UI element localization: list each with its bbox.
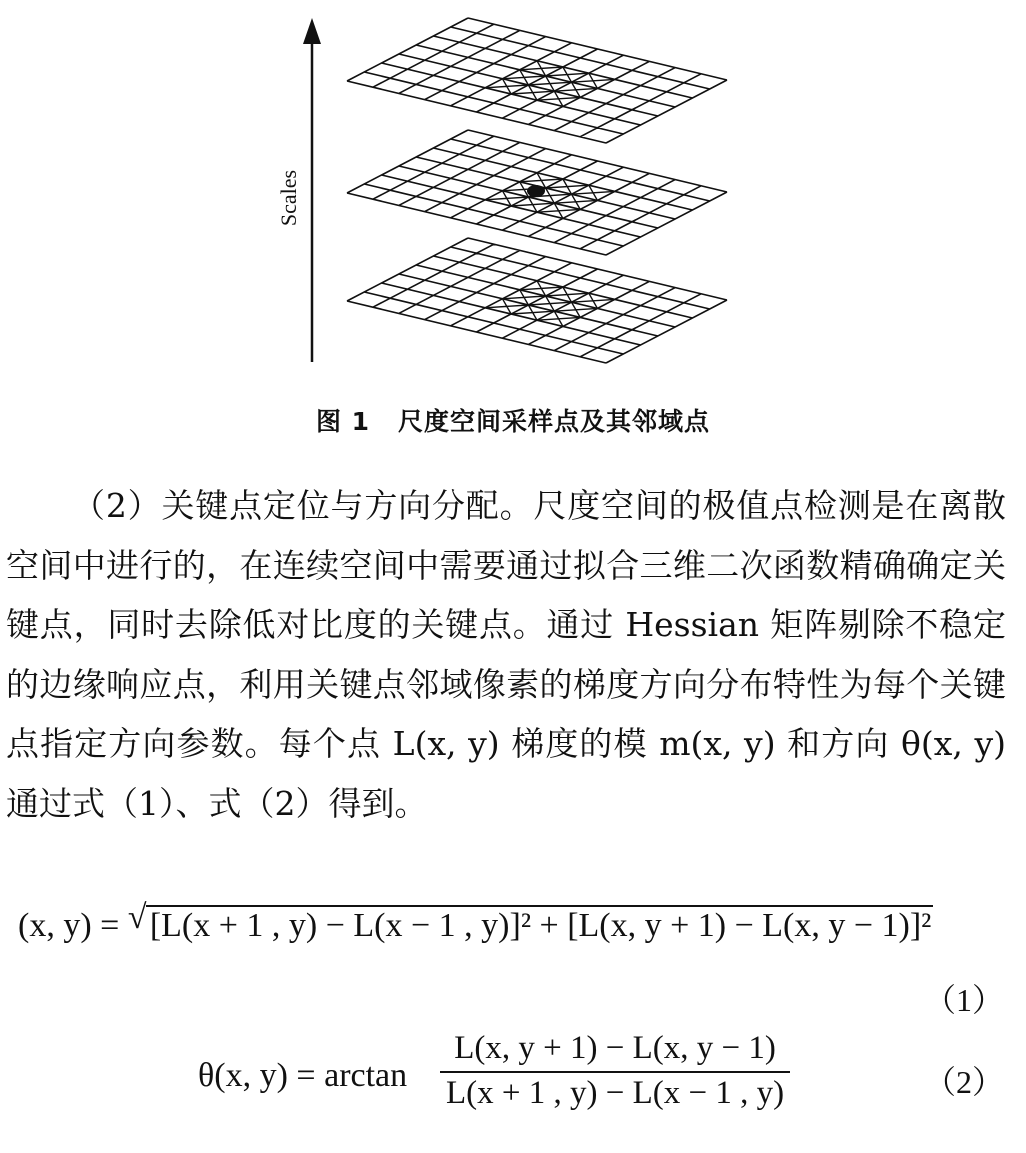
scale-space-figure xyxy=(0,0,1026,380)
equation-1-lhs: (x, y) = xyxy=(18,907,128,944)
square-root xyxy=(127,899,934,945)
grid-lines xyxy=(347,238,727,363)
neighborhood-diagonals xyxy=(485,61,615,107)
body-paragraph: （2）关键点定位与方向分配。尺度空间的极值点检测是在离散空间中进行的，在连续空间中需要通过拟合三维二次函数精确确定关键点，同时去除低对比度的关键点。通过 Hessian 矩阵剔除不稳定的边缘响应点，利用关键点邻域像素的梯度方向分布特性为每个关键点指定方向参数。每个点 L(x, y) 梯度的模 m(x, y) 和方向 θ(x, y) 通过式（1）、式（2）得到。 xyxy=(6,486,1006,823)
equation-2-denominator: L(x + 1 , y) − L(x − 1 , y) xyxy=(446,1075,785,1111)
equation-2-numerator: L(x, y + 1) − L(x, y − 1) xyxy=(454,1030,776,1066)
equation-1 xyxy=(18,899,933,945)
scale-axis xyxy=(303,18,321,362)
grid-lines xyxy=(347,18,727,143)
equation-2-fraction xyxy=(440,1030,790,1112)
upper-scale-grid xyxy=(347,18,727,143)
figure-caption-title: 尺度空间采样点及其邻域点 xyxy=(398,407,711,436)
neighborhood-diagonals xyxy=(485,281,615,327)
scales-axis-label: Scales xyxy=(276,169,301,227)
lower-scale-grid xyxy=(347,238,727,363)
neighborhood-diagonals xyxy=(485,173,615,219)
sample-point-marker xyxy=(527,185,545,197)
radical-sign-icon: √ xyxy=(127,899,147,936)
figure-caption-number: 图 1 xyxy=(315,407,371,436)
figure-caption xyxy=(0,402,1026,438)
equation-2-number: （2） xyxy=(923,1064,1004,1100)
equation-1-radicand: [L(x + 1 , y) − L(x − 1 , y)]² + [L(x, y + 1) − L(x, y − 1)]² xyxy=(146,905,934,945)
equation-2-lhs: θ(x, y) = arctan xyxy=(198,1057,408,1094)
equation-1-number: （1） xyxy=(923,982,1004,1018)
